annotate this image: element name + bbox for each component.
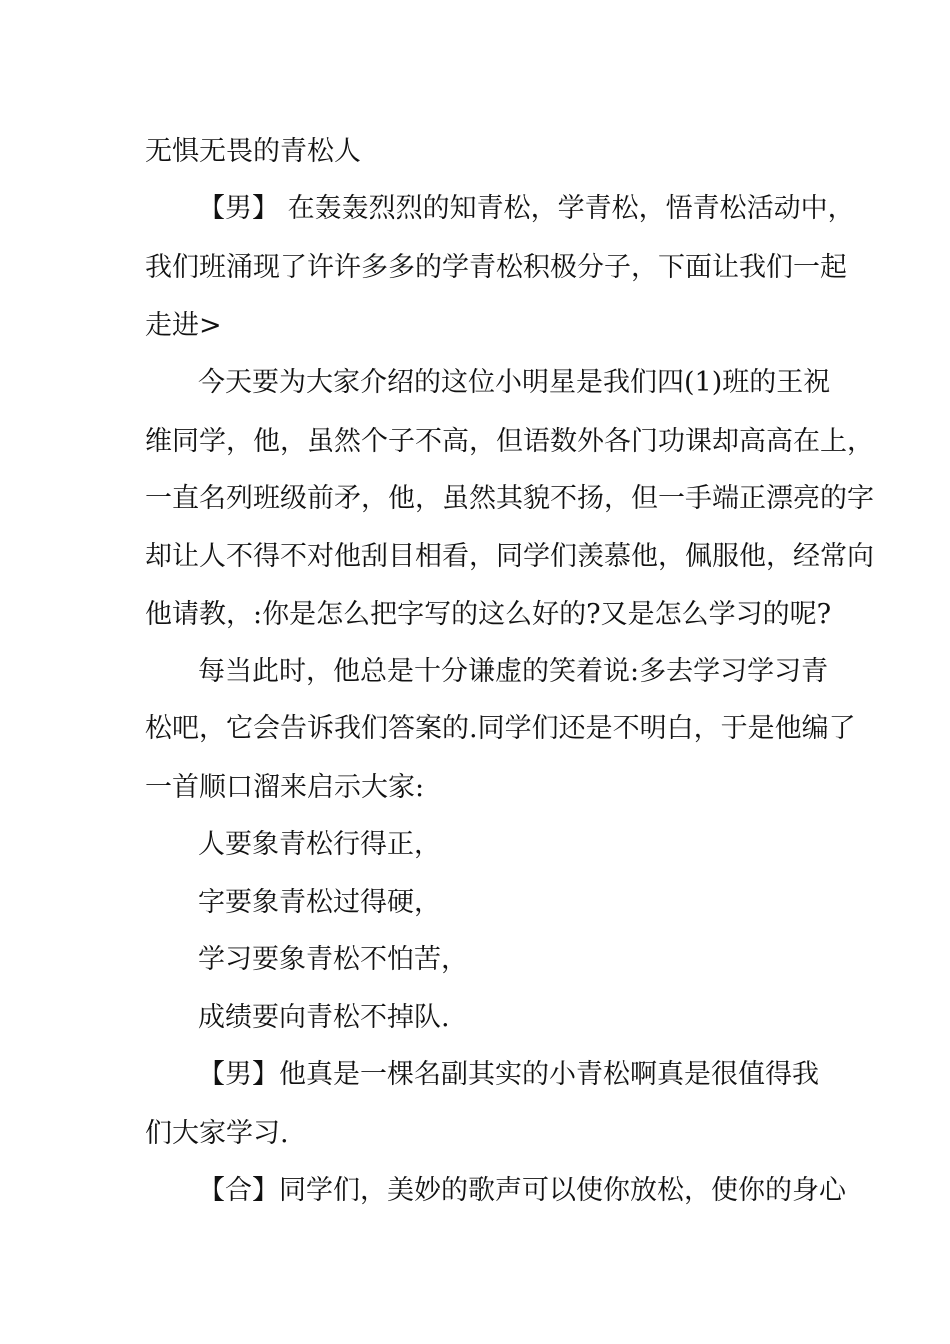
paragraph-3-line-2: 松吧，它会告诉我们答案的.同学们还是不明白，于是他编了: [145, 713, 856, 744]
poem-line: 字要象青松过得硬，: [198, 887, 441, 918]
poem-line: 成绩要向青松不掉队.: [198, 1002, 450, 1033]
poem-line: 人要象青松行得正，: [198, 829, 441, 860]
paragraph-4-line-2: 们大家学习.: [145, 1118, 289, 1149]
paragraph-2-line-5: 他请教，:你是怎么把字写的这么好的?又是怎么学习的呢?: [145, 599, 832, 630]
poem-line: 学习要象青松不怕苦，: [198, 944, 468, 975]
paragraph-2-line-2: 维同学，他，虽然个子不高，但语数外各门功课却高高在上，: [145, 426, 874, 457]
paragraph-1-line-1: 【男】 在轰轰烈烈的知青松，学青松，悟青松活动中，: [198, 193, 855, 224]
document-title: 无惧无畏的青松人: [145, 136, 361, 167]
paragraph-5-line-1: 【合】同学们，美妙的歌声可以使你放松，使你的身心: [198, 1175, 846, 1206]
paragraph-3-line-1: 每当此时，他总是十分谦虚的笑着说:多去学习学习青: [198, 656, 829, 687]
paragraph-1-line-3: 走进>: [145, 310, 222, 341]
paragraph-2-line-3: 一直名列班级前矛，他，虽然其貌不扬，但一手端正漂亮的字: [145, 483, 874, 514]
paragraph-1-line-2: 我们班涌现了许许多多的学青松积极分子，下面让我们一起: [145, 252, 847, 283]
paragraph-2-line-1: 今天要为大家介绍的这位小明星是我们四(1)班的王祝: [198, 367, 831, 398]
paragraph-4-line-1: 【男】他真是一棵名副其实的小青松啊真是很值得我: [198, 1059, 819, 1090]
paragraph-3-line-3: 一首顺口溜来启示大家:: [145, 772, 425, 803]
paragraph-2-line-4: 却让人不得不对他刮目相看，同学们羡慕他，佩服他，经常向: [145, 541, 874, 572]
